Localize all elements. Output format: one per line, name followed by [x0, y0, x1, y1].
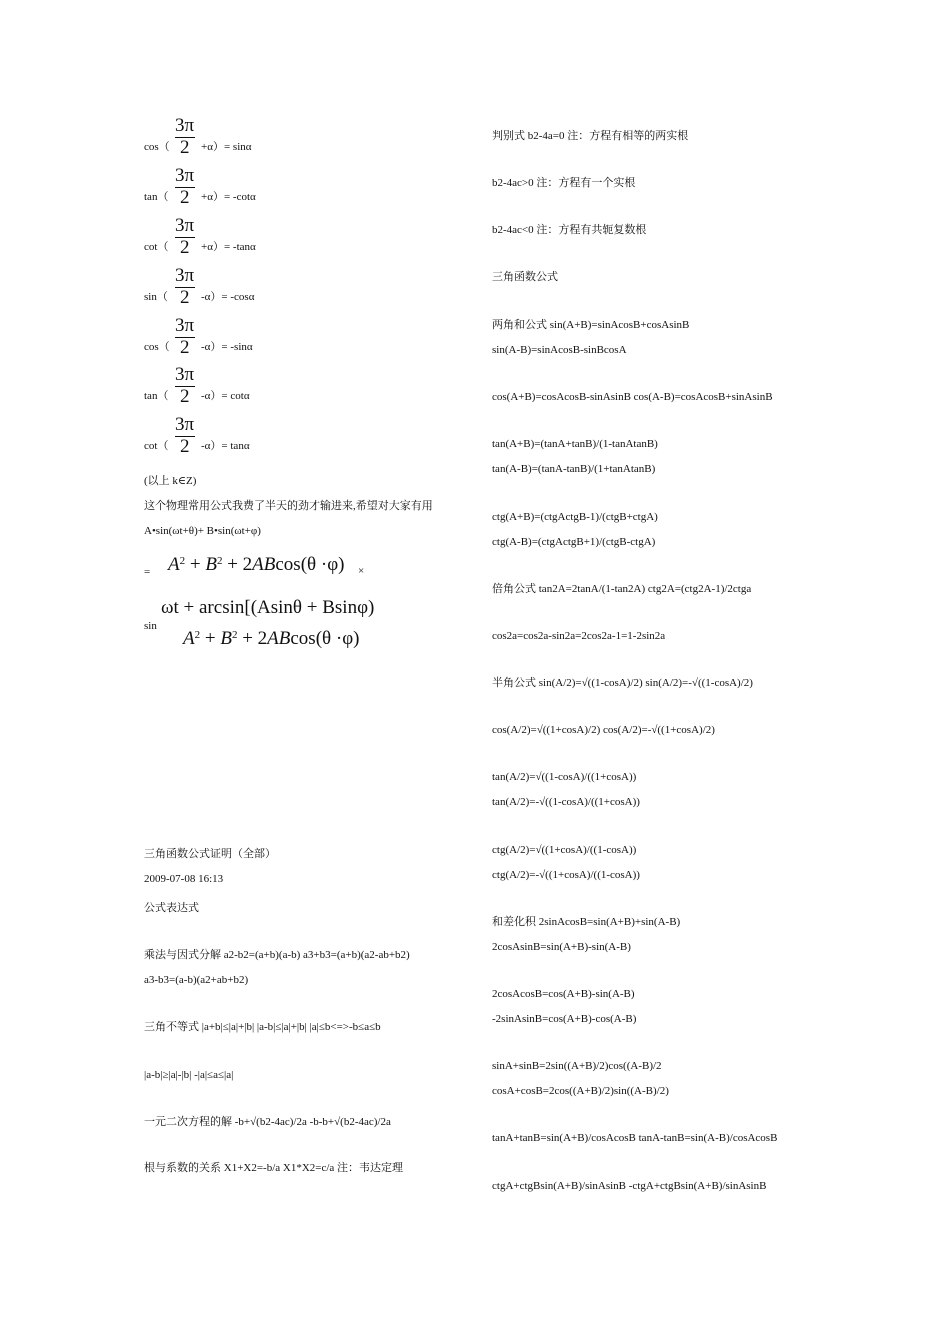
formula-prefix: tan（	[144, 390, 169, 402]
formula-prefix: cos（	[144, 141, 170, 153]
sin-label: sin	[144, 620, 157, 632]
formula-suffix: +α）= -cotα	[201, 191, 256, 203]
article-date: 2009-07-08 16:13	[144, 873, 224, 885]
fraction-numerator: 3π	[175, 165, 195, 186]
arcsin-expression: ωt + arcsin[(Asinθ + Bsinφ)	[161, 597, 375, 618]
right-line: 判别式 b2-4a=0 注：方程有相等的两实根	[492, 130, 689, 142]
formula-prefix: cot（	[144, 440, 169, 452]
formula-suffix: +α）= sinα	[201, 141, 252, 153]
right-line: 2cosAcosB=cos(A+B)-sin(A-B)	[492, 988, 635, 1000]
fraction-numerator: 3π	[175, 215, 195, 236]
formula-suffix: -α）= -cosα	[201, 291, 255, 303]
fraction-denominator: 2	[180, 337, 190, 358]
right-line: -2sinAsinB=cos(A+B)-cos(A-B)	[492, 1013, 637, 1025]
right-line: ctg(A/2)=-√((1+cosA)/((1-cosA))	[492, 869, 640, 881]
formula-prefix: sin（	[144, 291, 168, 303]
fraction-numerator: 3π	[175, 265, 195, 286]
equals-sign: =	[144, 566, 151, 578]
right-line: b2-4ac<0 注：方程有共轭复数根	[492, 224, 647, 236]
right-line: ctg(A+B)=(ctgActgB-1)/(ctgB+ctgA)	[492, 511, 658, 523]
right-line: 倍角公式 tan2A=2tanA/(1-tan2A) ctg2A=(ctg2A-1)/2ctga	[492, 583, 752, 595]
physics-note: 这个物理常用公式我费了半天的劲才输进来,希望对大家有用	[144, 500, 433, 512]
factor-line-2: a3-b3=(a-b)(a2+ab+b2)	[144, 974, 249, 986]
right-line: cos(A/2)=√((1+cosA)/2) cos(A/2)=-√((1+cosA)/2)	[492, 724, 715, 736]
formula-suffix: -α）= cotα	[201, 390, 250, 402]
formula-suffix: -α）= tanα	[201, 440, 250, 452]
article-title: 三角函数公式证明（全部）	[144, 848, 276, 860]
right-line: cosA+cosB=2cos((A+B)/2)sin((A-B)/2)	[492, 1085, 669, 1097]
fraction-denominator: 2	[180, 287, 190, 308]
right-line: sinA+sinB=2sin((A+B)/2)cos((A-B)/2	[492, 1060, 662, 1072]
formula-prefix: cot（	[144, 241, 169, 253]
factor-line-1: 乘法与因式分解 a2-b2=(a+b)(a-b) a3+b3=(a+b)(a2-ab+b2)	[144, 949, 410, 961]
right-line: tan(A/2)=√((1-cosA)/((1+cosA))	[492, 771, 637, 783]
formula-prefix: tan（	[144, 191, 169, 203]
right-line: 和差化积 2sinAcosB=sin(A+B)+sin(A-B)	[492, 916, 681, 928]
fraction-denominator: 2	[180, 187, 190, 208]
inequality-line-2: |a-b|≥|a|-|b| -|a|≤a≤|a|	[144, 1069, 234, 1081]
fraction-denominator: 2	[180, 237, 190, 258]
fraction-denominator: 2	[180, 137, 190, 158]
formula-prefix: cos（	[144, 341, 170, 353]
fraction-numerator: 3π	[175, 115, 195, 136]
fraction-numerator: 3π	[175, 364, 195, 385]
sqrt-expression-2: $A_2 + B_2 + 2ABcos(\theta \cdot\varphi)$	[183, 628, 360, 649]
right-line: tanA+tanB=sin(A+B)/cosAcosB tanA-tanB=sin(A-B)/cosAcosB	[492, 1132, 778, 1144]
right-line: b2-4ac>0 注：方程有一个实根	[492, 177, 636, 189]
times-sign: ×	[358, 565, 365, 577]
section-heading: 公式表达式	[144, 902, 199, 914]
formula-suffix: -α）= -sinα	[201, 341, 253, 353]
right-line: 2cosAsinB=sin(A+B)-sin(A-B)	[492, 941, 631, 953]
right-line: ctg(A-B)=(ctgActgB+1)/(ctgB-ctgA)	[492, 536, 656, 548]
right-line: cos(A+B)=cosAcosB-sinAsinB cos(A-B)=cosAcosB+sinAsinB	[492, 391, 773, 403]
right-line: 半角公式 sin(A/2)=√((1-cosA)/2) sin(A/2)=-√((1-cosA)/2)	[492, 677, 753, 689]
note-k-integer: (以上 k∈Z)	[144, 475, 197, 487]
right-line: ctg(A/2)=√((1+cosA)/((1-cosA))	[492, 844, 637, 856]
inequality-line-1: 三角不等式 |a+b|≤|a|+|b| |a-b|≤|a|+|b| |a|≤b<=>-b≤a≤b	[144, 1021, 381, 1033]
right-line: 两角和公式 sin(A+B)=sinAcosB+cosAsinB	[492, 319, 690, 331]
fraction-denominator: 2	[180, 386, 190, 407]
right-line: tan(A-B)=(tanA-tanB)/(1+tanAtanB)	[492, 463, 656, 475]
formula-suffix: +α）= -tanα	[201, 241, 256, 253]
right-line: tan(A+B)=(tanA+tanB)/(1-tanAtanB)	[492, 438, 658, 450]
right-line: sin(A-B)=sinAcosB-sinBcosA	[492, 344, 627, 356]
sqrt-expression-1: $A_2 + B_2 + 2ABcos(\theta \cdot\varphi)$	[168, 554, 345, 575]
quadratic-solution: 一元二次方程的解 -b+√(b2-4ac)/2a -b-b+√(b2-4ac)/2a	[144, 1116, 391, 1128]
fraction-denominator: 2	[180, 436, 190, 457]
fraction-numerator: 3π	[175, 315, 195, 336]
vieta-relation: 根与系数的关系 X1+X2=-b/a X1*X2=c/a 注：韦达定理	[144, 1162, 404, 1174]
physics-expression: A•sin(ωt+θ)+ B•sin(ωt+φ)	[144, 525, 261, 537]
right-line: tan(A/2)=-√((1-cosA)/((1+cosA))	[492, 796, 640, 808]
right-line: ctgA+ctgBsin(A+B)/sinAsinB -ctgA+ctgBsin(A+B)/sinAsinB	[492, 1180, 767, 1192]
right-line: cos2a=cos2a-sin2a=2cos2a-1=1-2sin2a	[492, 630, 666, 642]
fraction-numerator: 3π	[175, 414, 195, 435]
right-section-heading: 三角函数公式	[492, 271, 558, 283]
